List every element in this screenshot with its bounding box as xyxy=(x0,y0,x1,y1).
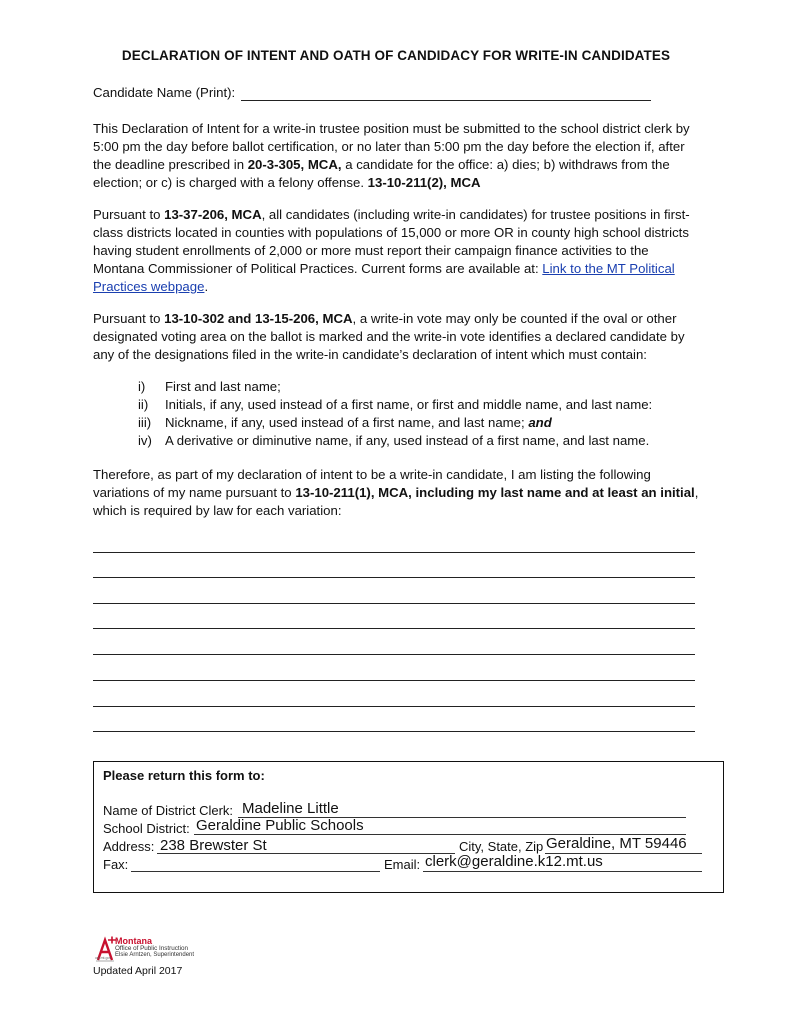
name-variation-line-6[interactable] xyxy=(93,680,695,681)
address-underline xyxy=(157,853,455,854)
opi-logo xyxy=(95,936,215,964)
email-value[interactable]: clerk@geraldine.k12.mt.us xyxy=(425,853,603,870)
city-state-zip-value[interactable]: Geraldine, MT 59446 xyxy=(546,835,687,852)
name-variation-line-4[interactable] xyxy=(93,628,695,629)
name-variation-line-2[interactable] xyxy=(93,577,695,578)
return-box-heading: Please return this form to: xyxy=(103,768,265,783)
candidate-name-label: Candidate Name (Print): xyxy=(93,85,236,100)
list-item: iv) A derivative or diminutive name, if any, used instead of a first name, and last name. xyxy=(138,433,650,448)
district-label: School District: xyxy=(103,821,190,836)
name-variations-paragraph: Therefore, as part of my declaration of intent to be a write-in candidate, I am listing the following variations of my name pursuant to 13-10-211(1), MCA, including my last name and at least an initial, which is required by law for each variation: xyxy=(93,467,699,518)
clerk-value[interactable]: Madeline Little xyxy=(242,800,339,817)
name-variation-line-3[interactable] xyxy=(93,603,695,604)
name-variation-line-1[interactable] xyxy=(93,552,695,553)
form-title: DECLARATION OF INTENT AND OATH OF CANDIDACY FOR WRITE-IN CANDIDATES xyxy=(121,48,671,63)
name-variation-line-5[interactable] xyxy=(93,654,695,655)
updated-date: Updated April 2017 xyxy=(93,965,183,977)
logo-office: Office of Public Instruction xyxy=(115,945,189,952)
political-practices-link[interactable]: Link to the MT Political Practices webpage xyxy=(93,261,675,294)
city-state-zip-label: City, State, Zip xyxy=(459,839,544,854)
fax-underline xyxy=(131,871,380,872)
name-variation-line-7[interactable] xyxy=(93,706,695,707)
write-in-vote-paragraph: Pursuant to 13-10-302 and 13-15-206, MCA, a write-in vote may only be counted if the oval or other designated voting area on the ballot is marked and the write-in vote identifies a declared candidate by any of the designations filed in the write-in candidate’s declaration of intent which must contain: xyxy=(93,311,685,362)
district-value[interactable]: Geraldine Public Schools xyxy=(196,817,364,834)
address-label: Address: xyxy=(103,839,155,854)
email-underline xyxy=(423,871,702,872)
address-value[interactable]: 238 Brewster St xyxy=(160,837,267,854)
email-label: Email: xyxy=(384,857,421,872)
logo-state-name: Montana xyxy=(115,936,152,946)
fax-label: Fax: xyxy=(103,857,129,872)
designation-list xyxy=(138,378,652,450)
logo-site: opi.mt.gov xyxy=(95,956,112,960)
logo-superintendent: Elsie Arntzen, Superintendent xyxy=(115,952,195,958)
deadline-paragraph: This Declaration of Intent for a write-in trustee position must be submitted to the school district clerk by 5:00 pm the day before ballot certification, or no later than 5:00 pm the day before the election if, after the deadline prescribed in 20-3-305, MCA, a candidate for the office: a) dies; b) withdraws from the election; or c) is charged with a felony offense. 13-10-211(2), MCA xyxy=(93,121,690,190)
clerk-label: Name of District Clerk: xyxy=(103,803,234,818)
candidate-name-field[interactable] xyxy=(241,100,651,101)
list-item: ii) Initials, if any, used instead of a first name, or first and middle name, and last name: xyxy=(138,397,653,412)
campaign-finance-paragraph: Pursuant to 13-37-206, MCA, all candidates (including write-in candidates) for trustee positions in first-class districts located in counties with populations of 15,000 or more OR in county high school districts having student enrollments of 2,000 or more must report their campaign finance activities to the Montana Commissioner of Political Practices. Current forms are available at: Link to the MT Political Practices webpage. xyxy=(93,207,690,294)
list-item: i) First and last name; xyxy=(138,379,281,394)
name-variation-line-8[interactable] xyxy=(93,731,695,732)
list-item: iii) Nickname, if any, used instead of a first name, and last name; and xyxy=(138,415,552,430)
